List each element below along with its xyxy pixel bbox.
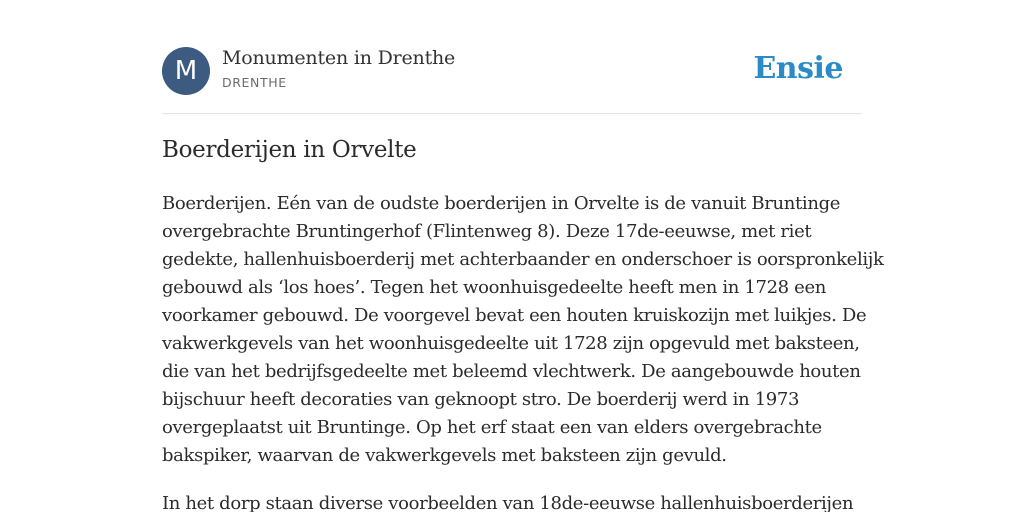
paragraph-line: die van het bedrijfsgedeelte met beleemd vlechtwerk. De aangebouwde houten bbox=[162, 361, 861, 382]
paragraph-line: In het dorp staan diverse voorbeelden van 18de-eeuwse hallenhuisboerderijen bbox=[162, 493, 854, 512]
paragraph-gap bbox=[162, 470, 862, 490]
brand-logo[interactable]: Ensie bbox=[753, 51, 843, 86]
paragraph-line: overgeplaatst uit Bruntinge. Op het erf staat een van elders overgebrachte bbox=[162, 417, 822, 438]
paragraph-line: bakspiker, waarvan de vakwerkgevels met baksteen zijn gevuld. bbox=[162, 445, 727, 466]
paragraph-line: voorkamer gebouwd. De voorgevel bevat een houten kruiskozijn met luikjes. De bbox=[162, 305, 867, 326]
site-title[interactable]: Monumenten in Drenthe bbox=[222, 47, 456, 69]
paragraph-line: vakwerkgevels van het woonhuisgedeelte uit 1728 zijn opgevuld met baksteen, bbox=[162, 333, 860, 354]
header-divider bbox=[162, 113, 862, 114]
article-page bbox=[162, 0, 884, 512]
article-body bbox=[162, 190, 884, 512]
paragraph-line: gebouwd als ‘los hoes’. Tegen het woonhuisgedeelte heeft men in 1728 een bbox=[162, 277, 827, 298]
avatar[interactable]: M bbox=[162, 47, 210, 95]
site-header bbox=[162, 46, 862, 96]
paragraph-line: bijschuur heeft decoraties van geknoopt stro. De boerderij werd in 1973 bbox=[162, 389, 800, 410]
paragraph-2 bbox=[162, 490, 862, 512]
paragraph-line: overgebrachte Bruntingerhof (Flintenweg 8). Deze 17de-eeuwse, met riet bbox=[162, 221, 812, 242]
paragraph-line: gedekte, hallenhuisboerderij met achterbaander en onderschoer is oorspronkelijk bbox=[162, 249, 884, 270]
paragraph-line: Boerderijen. Eén van de oudste boerderijen in Orvelte is de vanuit Bruntinge bbox=[162, 193, 841, 214]
site-subtitle[interactable]: DRENTHE bbox=[222, 75, 287, 90]
article-title: Boerderijen in Orvelte bbox=[162, 137, 417, 163]
paragraph-1 bbox=[162, 190, 884, 470]
